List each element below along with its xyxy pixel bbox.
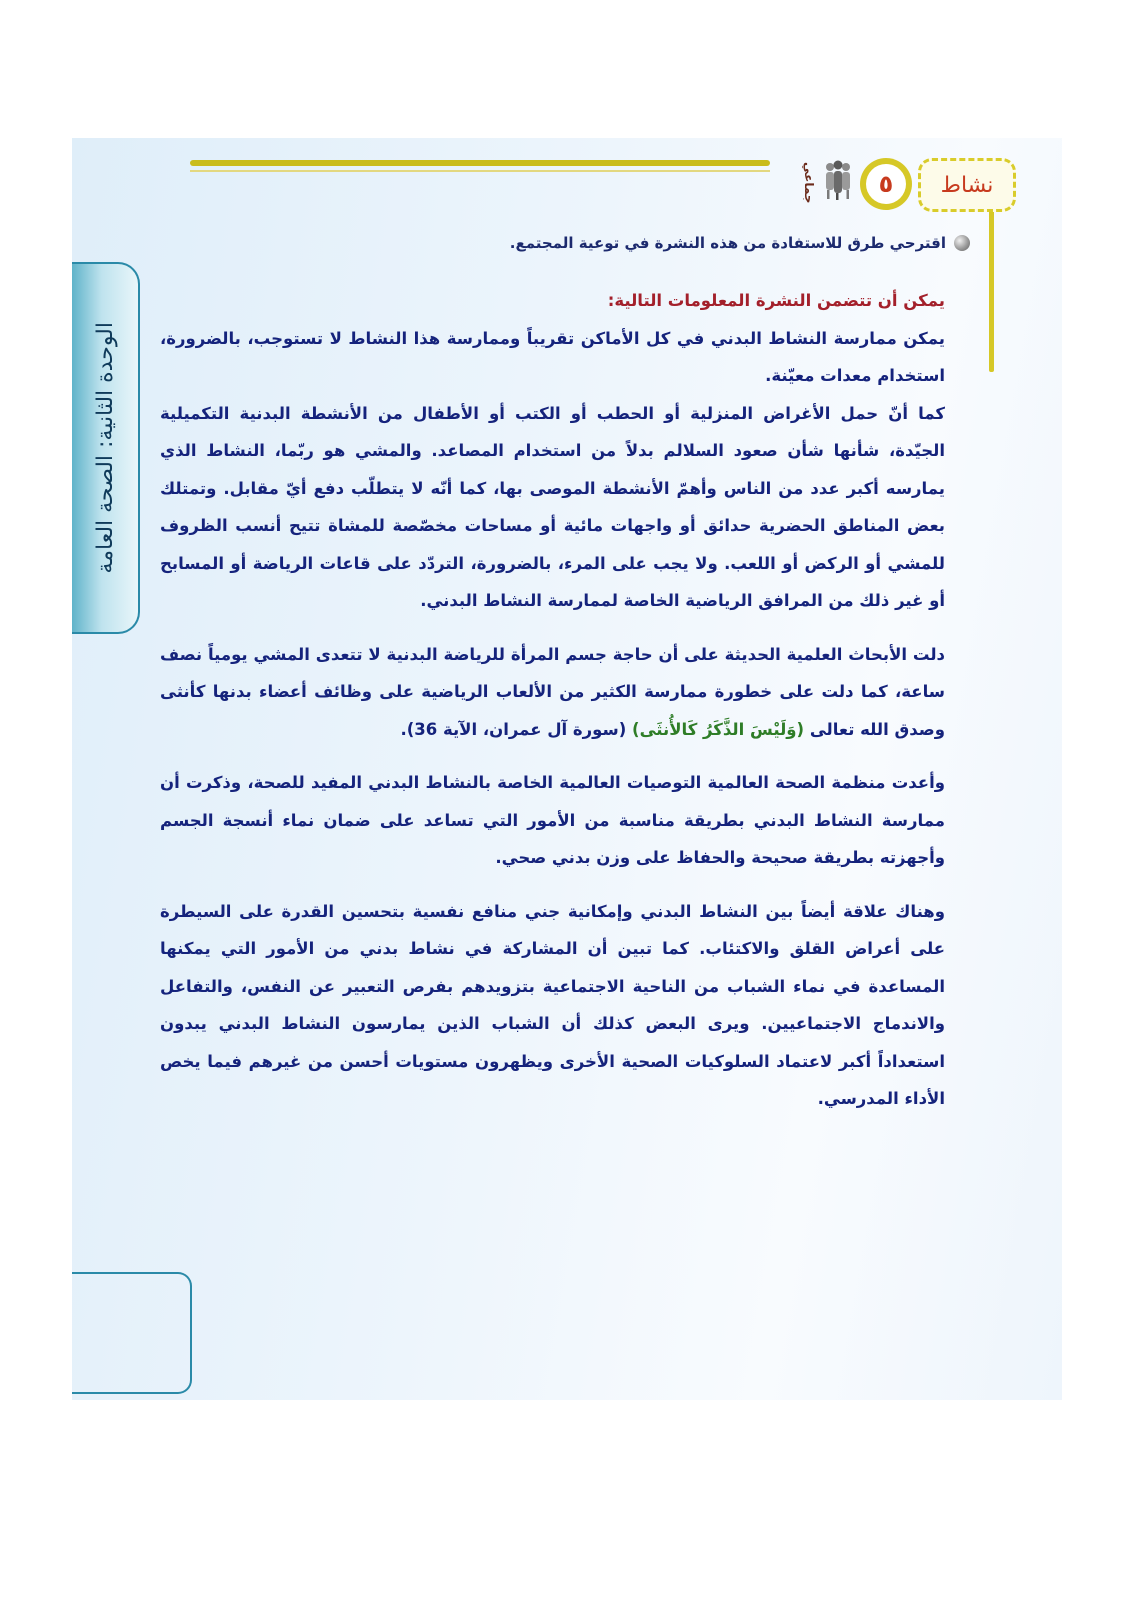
paragraph-3 — [160, 636, 945, 749]
page-number-box — [72, 1272, 192, 1394]
activity-badge — [918, 158, 1016, 212]
bullet-icon — [954, 235, 970, 251]
paragraph-1: يمكن ممارسة النشاط البدني في كل الأماكن تقريباً وممارسة هذا النشاط لا تستوجب، بالضرورة، استخدام معدات معيّنة. — [160, 328, 945, 385]
header-rule-thin — [190, 170, 770, 172]
group-people-icon — [822, 160, 854, 200]
section-vertical-bar — [989, 200, 994, 372]
unit-side-tab — [72, 262, 140, 634]
quran-verse: (وَلَيْسَ الذَّكَرُ كَالأُنثَى) — [632, 719, 805, 739]
group-label: جماعي — [802, 162, 816, 204]
paragraph-3-citation: (سورة آل عمران، الآية 36). — [400, 719, 627, 739]
paragraph-4: وأعدت منظمة الصحة العالمية التوصيات العالمية الخاصة بالنشاط البدني المفيد للصحة، وذكرت أن ممارسة النشاط البدني بطريقة مناسبة من الأمور التي تساعد على ضمان نماء أنسجة الجسم وأجهزته بطريقة صحيحة والحفاظ على وزن بدني صحي. — [160, 773, 945, 867]
activity-label: نشاط — [940, 172, 994, 198]
activity-instruction — [430, 234, 970, 252]
header-rule — [190, 160, 770, 166]
activity-number-circle — [860, 158, 912, 210]
section-heading: يمكن أن تتضمن النشرة المعلومات التالية: — [607, 291, 945, 310]
paragraph-3-text: دلت الأبحاث العلمية الحديثة على أن حاجة جسم المرأة للرياضة البدنية لا تتعدى المشي يومياً نصف ساعة، كما دلت على خطورة ممارسة الكثير من الألعاب الرياضية على وظائف أعضاء بدنها كأنثى وصدق الله تعالى — [160, 644, 945, 739]
activity-number: ٥ — [866, 164, 906, 204]
paragraph-5: وهناك علاقة أيضاً بين النشاط البدني وإمكانية جني منافع نفسية بتحسين القدرة على السيطرة على أعراض القلق والاكتئاب. كما تبين أن المشاركة في نشاط بدني من الأمور التي يمكنها المساعدة في نماء الشباب من الناحية الاجتماعية بتزويدهم بفرص التعبير عن النفس، والتفاعل والاندماج الاجتماعيين. ويرى البعض كذلك أن الشباب الذين يمارسون النشاط البدني يبدون استعداداً أكبر لاعتماد السلوكيات الصحية الأخرى ويظهرون مستويات أحسن من غيرهم فيما يخص الأداء المدرسي. — [160, 901, 945, 1108]
paragraph-2: كما أنّ حمل الأغراض المنزلية أو الحطب أو الكتب أو الأطفال من الأنشطة البدنية التكميلية الجيّدة، شأنها شأن صعود السلالم بدلاً من استخدام المصاعد. والمشي هو ربّما، النشاط الذي يمارسه أكبر عدد من الناس وأهمّ الأنشطة الموصى بها، كما أنّه لا يتطلّب دفع أيّ مقابل. وتمتلك بعض المناطق الحضرية حدائق أو واجهات مائية أو مساحات مخصّصة للمشاة تتيح أنسب الظروف للمشي أو الركض أو اللعب. ولا يجب على المرء، بالضرورة، التردّد على قاعات الرياضة أو المسابح أو غير ذلك من المرافق الرياضية الخاصة لممارسة النشاط البدني. — [160, 403, 945, 610]
unit-title: الوحدة الثانية: الصحة العامة — [92, 322, 118, 574]
instruction-text: اقترحي طرق للاستفادة من هذه النشرة في توعية المجتمع. — [509, 234, 946, 252]
body-content — [160, 282, 945, 1134]
